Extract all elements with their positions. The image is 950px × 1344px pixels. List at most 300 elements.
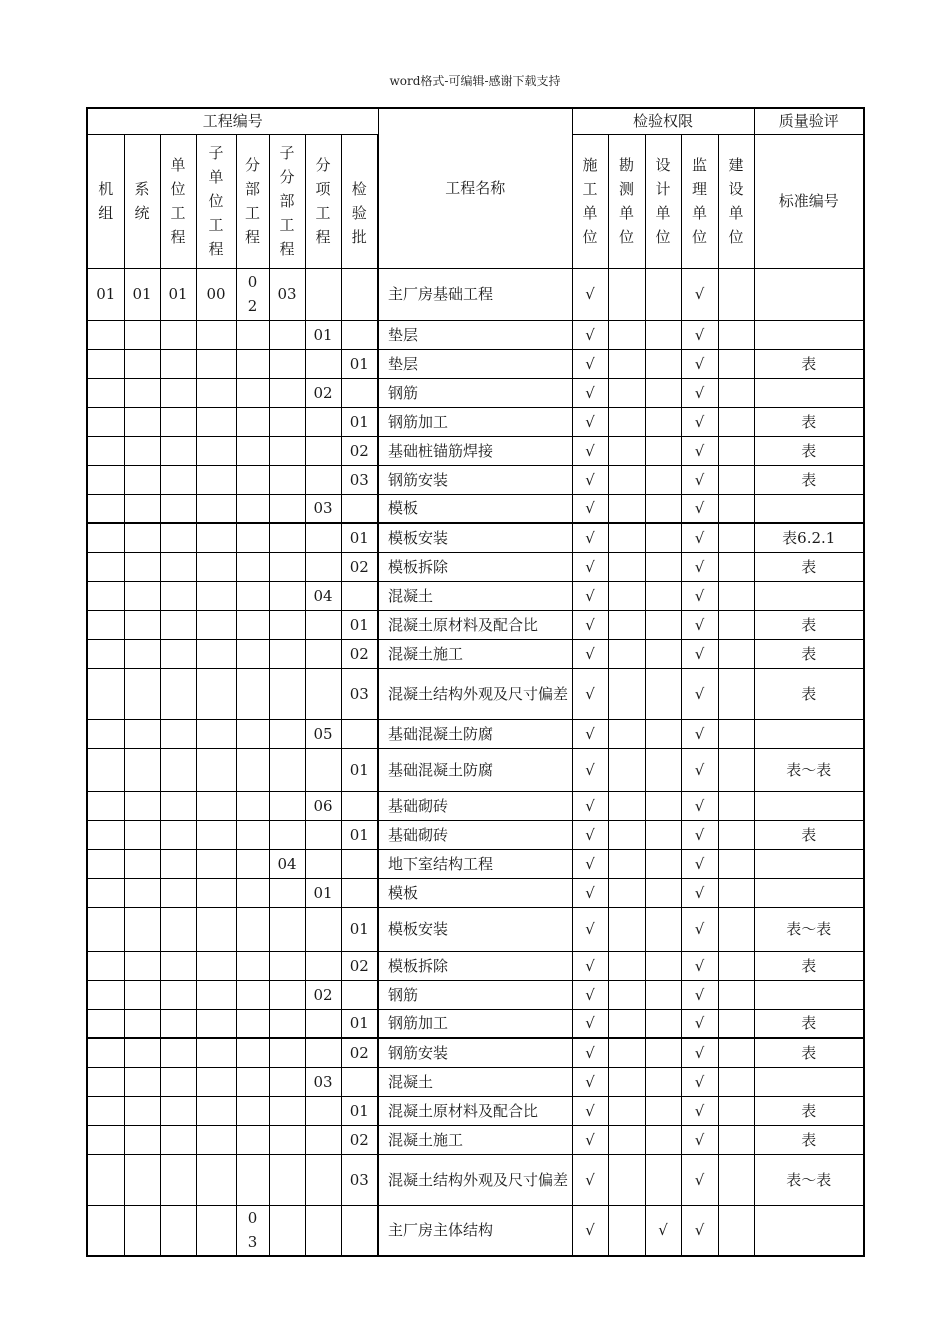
table-row bbox=[87, 349, 864, 378]
code-cell bbox=[236, 407, 269, 436]
code-cell bbox=[196, 523, 236, 552]
code-cell bbox=[124, 1125, 160, 1154]
authority-check-cell bbox=[718, 581, 754, 610]
authority-check-cell bbox=[608, 320, 645, 349]
code-cell bbox=[87, 1096, 124, 1125]
authority-check-cell bbox=[608, 1154, 645, 1205]
code-cell: 05 bbox=[305, 719, 341, 748]
code-cell bbox=[269, 668, 305, 719]
authority-check-cell: √ bbox=[681, 639, 718, 668]
table-row bbox=[87, 668, 864, 719]
project-name-cell: 钢筋加工 bbox=[378, 1009, 572, 1038]
authority-check-cell: √ bbox=[681, 320, 718, 349]
standard-number-cell bbox=[754, 1205, 864, 1256]
code-cell bbox=[124, 378, 160, 407]
code-cell bbox=[269, 1067, 305, 1096]
code-cell bbox=[124, 1067, 160, 1096]
authority-check-cell: √ bbox=[681, 407, 718, 436]
code-cell bbox=[236, 1038, 269, 1067]
code-cell bbox=[236, 951, 269, 980]
code-cell bbox=[236, 1009, 269, 1038]
code-cell bbox=[87, 878, 124, 907]
authority-check-cell: √ bbox=[572, 1205, 608, 1256]
code-cell bbox=[305, 1096, 341, 1125]
authority-check-cell bbox=[718, 610, 754, 639]
code-cell bbox=[269, 820, 305, 849]
group-authority-header: 检验权限 bbox=[572, 108, 754, 134]
code-cell: 01 bbox=[305, 878, 341, 907]
code-cell bbox=[87, 581, 124, 610]
code-cell bbox=[196, 668, 236, 719]
standard-number-cell: 表 bbox=[754, 610, 864, 639]
code-cell bbox=[160, 639, 196, 668]
code-cell: 02 bbox=[341, 639, 378, 668]
authority-check-cell bbox=[608, 1038, 645, 1067]
authority-check-cell bbox=[718, 1154, 754, 1205]
authority-check-cell bbox=[718, 748, 754, 791]
table-row bbox=[87, 907, 864, 951]
authority-check-cell: √ bbox=[572, 610, 608, 639]
table-row bbox=[87, 951, 864, 980]
authority-check-cell: √ bbox=[572, 820, 608, 849]
code-cell bbox=[305, 639, 341, 668]
code-cell bbox=[305, 1154, 341, 1205]
code-cell bbox=[160, 878, 196, 907]
code-cell bbox=[269, 791, 305, 820]
code-cell bbox=[341, 980, 378, 1009]
code-cell bbox=[160, 320, 196, 349]
code-cell bbox=[160, 407, 196, 436]
code-cell bbox=[87, 320, 124, 349]
page-header: word格式-可编辑-感谢下载支持 bbox=[389, 74, 561, 88]
authority-check-cell bbox=[718, 791, 754, 820]
authority-check-cell bbox=[645, 907, 681, 951]
code-cell bbox=[305, 407, 341, 436]
standard-number-cell: 表 bbox=[754, 1038, 864, 1067]
inspection-table bbox=[86, 107, 865, 1257]
project-name-cell: 垫层 bbox=[378, 349, 572, 378]
table-row bbox=[87, 1038, 864, 1067]
authority-check-cell bbox=[645, 436, 681, 465]
authority-check-cell: √ bbox=[572, 1009, 608, 1038]
project-name-cell: 基础砌砖 bbox=[378, 820, 572, 849]
code-cell bbox=[341, 878, 378, 907]
code-cell: 02 bbox=[341, 951, 378, 980]
code-cell bbox=[160, 610, 196, 639]
col-header-sub-division: 子分部工程 bbox=[269, 134, 305, 268]
code-cell: 03 bbox=[305, 494, 341, 523]
project-name-cell: 模板 bbox=[378, 878, 572, 907]
code-cell bbox=[269, 1038, 305, 1067]
authority-check-cell bbox=[645, 791, 681, 820]
table-row bbox=[87, 523, 864, 552]
authority-check-cell bbox=[645, 1125, 681, 1154]
code-cell bbox=[196, 552, 236, 581]
code-cell bbox=[236, 849, 269, 878]
table-row bbox=[87, 465, 864, 494]
code-cell: 00 bbox=[196, 268, 236, 320]
authority-check-cell: √ bbox=[572, 349, 608, 378]
standard-number-cell bbox=[754, 719, 864, 748]
code-cell bbox=[236, 378, 269, 407]
code-cell bbox=[160, 436, 196, 465]
project-name-cell: 混凝土原材料及配合比 bbox=[378, 610, 572, 639]
authority-check-cell bbox=[608, 407, 645, 436]
authority-check-cell: √ bbox=[681, 719, 718, 748]
code-cell bbox=[196, 639, 236, 668]
code-cell bbox=[341, 849, 378, 878]
code-cell bbox=[196, 436, 236, 465]
col-header-supervision: 监理单位 bbox=[681, 134, 718, 268]
table-row bbox=[87, 320, 864, 349]
standard-number-cell: 表 bbox=[754, 436, 864, 465]
authority-check-cell bbox=[645, 878, 681, 907]
authority-check-cell bbox=[718, 639, 754, 668]
standard-number-cell: 表6.2.1 bbox=[754, 523, 864, 552]
code-cell bbox=[160, 349, 196, 378]
code-cell bbox=[87, 639, 124, 668]
table-row bbox=[87, 1154, 864, 1205]
code-cell bbox=[341, 378, 378, 407]
authority-check-cell bbox=[718, 719, 754, 748]
code-cell bbox=[341, 719, 378, 748]
authority-check-cell bbox=[645, 552, 681, 581]
col-header-owner: 建设单位 bbox=[718, 134, 754, 268]
authority-check-cell bbox=[718, 436, 754, 465]
code-cell bbox=[196, 748, 236, 791]
code-cell bbox=[124, 1038, 160, 1067]
code-cell bbox=[341, 1205, 378, 1256]
authority-check-cell: √ bbox=[681, 1009, 718, 1038]
code-cell bbox=[341, 494, 378, 523]
authority-check-cell: √ bbox=[572, 748, 608, 791]
code-cell: 02 bbox=[341, 436, 378, 465]
table-row bbox=[87, 494, 864, 523]
col-header-division: 分部工程 bbox=[236, 134, 269, 268]
code-cell: 03 bbox=[341, 1154, 378, 1205]
standard-number-cell: 表 bbox=[754, 951, 864, 980]
code-cell bbox=[160, 791, 196, 820]
code-cell bbox=[305, 552, 341, 581]
authority-check-cell bbox=[645, 719, 681, 748]
authority-check-cell bbox=[645, 639, 681, 668]
authority-check-cell: √ bbox=[681, 820, 718, 849]
authority-check-cell: √ bbox=[645, 1205, 681, 1256]
authority-check-cell bbox=[608, 849, 645, 878]
code-cell bbox=[87, 980, 124, 1009]
authority-check-cell bbox=[718, 820, 754, 849]
authority-check-cell bbox=[608, 378, 645, 407]
project-name-cell: 垫层 bbox=[378, 320, 572, 349]
project-name-cell: 基础桩锚筋焊接 bbox=[378, 436, 572, 465]
standard-number-cell bbox=[754, 494, 864, 523]
code-cell bbox=[87, 748, 124, 791]
code-cell bbox=[160, 1009, 196, 1038]
code-cell bbox=[124, 581, 160, 610]
authority-check-cell bbox=[645, 748, 681, 791]
authority-check-cell bbox=[608, 1067, 645, 1096]
authority-check-cell: √ bbox=[572, 436, 608, 465]
code-cell: 02 bbox=[236, 268, 269, 320]
code-cell bbox=[196, 349, 236, 378]
code-cell: 01 bbox=[341, 907, 378, 951]
code-cell bbox=[341, 320, 378, 349]
code-cell bbox=[236, 581, 269, 610]
authority-check-cell bbox=[645, 349, 681, 378]
table-row bbox=[87, 1009, 864, 1038]
code-cell: 01 bbox=[124, 268, 160, 320]
authority-check-cell bbox=[645, 523, 681, 552]
code-cell bbox=[196, 878, 236, 907]
code-cell bbox=[87, 820, 124, 849]
code-cell bbox=[341, 791, 378, 820]
standard-number-cell: 表 bbox=[754, 407, 864, 436]
authority-check-cell: √ bbox=[681, 1096, 718, 1125]
authority-check-cell: √ bbox=[572, 268, 608, 320]
col-header-name: 工程名称 bbox=[378, 108, 572, 268]
authority-check-cell bbox=[608, 980, 645, 1009]
code-cell bbox=[305, 349, 341, 378]
code-cell: 02 bbox=[341, 1038, 378, 1067]
code-cell bbox=[87, 791, 124, 820]
code-cell bbox=[124, 465, 160, 494]
authority-check-cell bbox=[718, 1067, 754, 1096]
code-cell bbox=[124, 639, 160, 668]
code-cell bbox=[160, 1205, 196, 1256]
authority-check-cell: √ bbox=[681, 378, 718, 407]
authority-check-cell: √ bbox=[572, 523, 608, 552]
code-cell bbox=[87, 907, 124, 951]
code-cell bbox=[305, 1205, 341, 1256]
code-cell bbox=[305, 610, 341, 639]
col-header-unit-group: 机组 bbox=[87, 134, 124, 268]
project-name-cell: 钢筋 bbox=[378, 378, 572, 407]
standard-number-cell: 表 bbox=[754, 465, 864, 494]
project-name-cell: 地下室结构工程 bbox=[378, 849, 572, 878]
authority-check-cell: √ bbox=[572, 378, 608, 407]
code-cell: 01 bbox=[160, 268, 196, 320]
code-cell: 01 bbox=[87, 268, 124, 320]
code-cell: 01 bbox=[341, 407, 378, 436]
standard-number-cell bbox=[754, 378, 864, 407]
code-cell bbox=[236, 436, 269, 465]
authority-check-cell bbox=[718, 494, 754, 523]
authority-check-cell: √ bbox=[572, 719, 608, 748]
code-cell bbox=[124, 980, 160, 1009]
project-name-cell: 钢筋安装 bbox=[378, 1038, 572, 1067]
code-cell bbox=[269, 907, 305, 951]
authority-check-cell bbox=[718, 668, 754, 719]
authority-check-cell: √ bbox=[572, 494, 608, 523]
authority-check-cell: √ bbox=[681, 610, 718, 639]
code-cell bbox=[236, 1067, 269, 1096]
authority-check-cell bbox=[645, 1096, 681, 1125]
code-cell bbox=[305, 748, 341, 791]
col-header-unit-project: 单位工程 bbox=[160, 134, 196, 268]
project-name-cell: 混凝土施工 bbox=[378, 639, 572, 668]
standard-number-cell: 表 bbox=[754, 349, 864, 378]
code-cell bbox=[160, 1038, 196, 1067]
authority-check-cell: √ bbox=[681, 523, 718, 552]
code-cell: 06 bbox=[305, 791, 341, 820]
table-row bbox=[87, 791, 864, 820]
code-cell bbox=[196, 320, 236, 349]
standard-number-cell: 表 bbox=[754, 1096, 864, 1125]
code-cell bbox=[87, 349, 124, 378]
authority-check-cell: √ bbox=[681, 1205, 718, 1256]
code-cell bbox=[269, 980, 305, 1009]
authority-check-cell bbox=[718, 1096, 754, 1125]
code-cell bbox=[236, 349, 269, 378]
code-cell bbox=[124, 523, 160, 552]
code-cell bbox=[196, 980, 236, 1009]
authority-check-cell bbox=[608, 668, 645, 719]
col-header-survey: 勘测单位 bbox=[608, 134, 645, 268]
standard-number-cell bbox=[754, 1067, 864, 1096]
code-cell bbox=[124, 436, 160, 465]
authority-check-cell bbox=[718, 849, 754, 878]
code-cell bbox=[124, 1096, 160, 1125]
authority-check-cell: √ bbox=[572, 407, 608, 436]
code-cell: 03 bbox=[341, 465, 378, 494]
code-cell bbox=[160, 1096, 196, 1125]
authority-check-cell bbox=[608, 494, 645, 523]
authority-check-cell: √ bbox=[681, 1154, 718, 1205]
table-row bbox=[87, 980, 864, 1009]
table-row bbox=[87, 378, 864, 407]
table-row bbox=[87, 552, 864, 581]
authority-check-cell bbox=[645, 494, 681, 523]
code-cell bbox=[305, 951, 341, 980]
authority-check-cell bbox=[608, 1009, 645, 1038]
code-cell bbox=[341, 581, 378, 610]
authority-check-cell: √ bbox=[572, 465, 608, 494]
code-cell bbox=[124, 494, 160, 523]
authority-check-cell bbox=[608, 791, 645, 820]
code-cell bbox=[236, 465, 269, 494]
standard-number-cell: 表 bbox=[754, 1009, 864, 1038]
table-row bbox=[87, 436, 864, 465]
code-cell: 01 bbox=[341, 523, 378, 552]
code-cell bbox=[196, 907, 236, 951]
code-cell bbox=[236, 980, 269, 1009]
code-cell bbox=[269, 349, 305, 378]
project-name-cell: 模板拆除 bbox=[378, 552, 572, 581]
project-name-cell: 基础混凝土防腐 bbox=[378, 719, 572, 748]
code-cell bbox=[160, 820, 196, 849]
code-cell bbox=[124, 1205, 160, 1256]
code-cell bbox=[269, 878, 305, 907]
code-cell bbox=[124, 320, 160, 349]
authority-check-cell bbox=[645, 1009, 681, 1038]
code-cell bbox=[236, 1154, 269, 1205]
code-cell bbox=[236, 1125, 269, 1154]
authority-check-cell bbox=[645, 268, 681, 320]
code-cell bbox=[124, 407, 160, 436]
authority-check-cell: √ bbox=[681, 1038, 718, 1067]
standard-number-cell: 表 bbox=[754, 668, 864, 719]
code-cell bbox=[305, 465, 341, 494]
authority-check-cell bbox=[645, 320, 681, 349]
authority-check-cell bbox=[645, 1038, 681, 1067]
code-cell bbox=[160, 378, 196, 407]
authority-check-cell bbox=[608, 907, 645, 951]
authority-check-cell bbox=[718, 1125, 754, 1154]
code-cell bbox=[124, 1154, 160, 1205]
code-cell bbox=[196, 1096, 236, 1125]
code-cell bbox=[236, 878, 269, 907]
code-cell bbox=[87, 494, 124, 523]
authority-check-cell bbox=[645, 1067, 681, 1096]
code-cell bbox=[305, 820, 341, 849]
code-cell bbox=[160, 849, 196, 878]
standard-number-cell bbox=[754, 980, 864, 1009]
group-code-header: 工程编号 bbox=[87, 108, 378, 134]
authority-check-cell: √ bbox=[681, 668, 718, 719]
authority-check-cell bbox=[608, 1205, 645, 1256]
code-cell bbox=[160, 748, 196, 791]
standard-number-cell bbox=[754, 268, 864, 320]
table-row bbox=[87, 1096, 864, 1125]
authority-check-cell bbox=[645, 465, 681, 494]
authority-check-cell: √ bbox=[681, 465, 718, 494]
code-cell bbox=[305, 1125, 341, 1154]
code-cell bbox=[196, 378, 236, 407]
code-cell bbox=[87, 668, 124, 719]
table-row bbox=[87, 268, 864, 320]
code-cell bbox=[305, 668, 341, 719]
authority-check-cell: √ bbox=[572, 1154, 608, 1205]
code-cell bbox=[196, 820, 236, 849]
authority-check-cell bbox=[718, 523, 754, 552]
project-name-cell: 混凝土结构外观及尺寸偏差 bbox=[378, 668, 572, 719]
code-cell bbox=[305, 907, 341, 951]
authority-check-cell bbox=[718, 320, 754, 349]
code-cell bbox=[196, 849, 236, 878]
code-cell: 04 bbox=[305, 581, 341, 610]
code-cell bbox=[87, 465, 124, 494]
table-row bbox=[87, 1067, 864, 1096]
authority-check-cell: √ bbox=[572, 552, 608, 581]
authority-check-cell: √ bbox=[681, 1067, 718, 1096]
authority-check-cell bbox=[608, 610, 645, 639]
code-cell bbox=[305, 436, 341, 465]
code-cell bbox=[341, 268, 378, 320]
authority-check-cell bbox=[718, 1205, 754, 1256]
table-row bbox=[87, 748, 864, 791]
code-cell bbox=[87, 951, 124, 980]
authority-check-cell bbox=[718, 378, 754, 407]
code-cell: 01 bbox=[341, 610, 378, 639]
code-cell bbox=[269, 494, 305, 523]
table-row bbox=[87, 407, 864, 436]
standard-number-cell: 表～表 bbox=[754, 1154, 864, 1205]
code-cell bbox=[124, 349, 160, 378]
code-cell bbox=[124, 668, 160, 719]
project-name-cell: 模板 bbox=[378, 494, 572, 523]
code-cell bbox=[236, 668, 269, 719]
code-cell bbox=[196, 951, 236, 980]
code-cell bbox=[196, 465, 236, 494]
table-row bbox=[87, 719, 864, 748]
code-cell bbox=[269, 581, 305, 610]
authority-check-cell: √ bbox=[572, 1038, 608, 1067]
authority-check-cell bbox=[718, 552, 754, 581]
project-name-cell: 钢筋 bbox=[378, 980, 572, 1009]
code-cell bbox=[87, 849, 124, 878]
table-row bbox=[87, 581, 864, 610]
authority-check-cell bbox=[608, 465, 645, 494]
